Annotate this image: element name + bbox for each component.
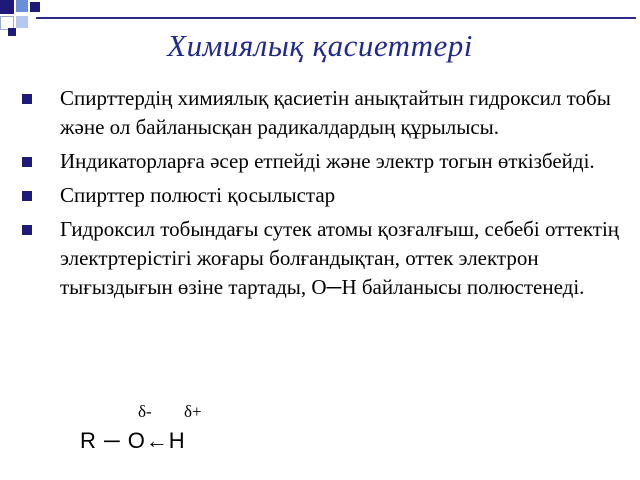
bullet-item	[22, 215, 622, 302]
bullet-text: Гидроксил тобындағы сутек атомы қозғалғыш, себебі оттектің электртерістігі жоғары болғандықтан, оттек электрон тығыздығын өзіне тартады, О─Н байланысы полюстенеді.	[60, 217, 620, 299]
bullet-square-icon	[22, 94, 32, 104]
corner-square-navy-2	[30, 2, 40, 12]
bullet-item	[22, 147, 622, 176]
bullet-square-icon	[22, 157, 32, 167]
slide-title: Химиялық қасиеттері	[167, 28, 473, 63]
corner-square-light	[16, 16, 28, 28]
bullet-item	[22, 84, 622, 142]
bullet-item	[22, 181, 622, 210]
bullet-text: Спирттердің химиялық қасиетін анықтайтын гидроксил тобы және ол байланысқан радикалдардың құрылысы.	[60, 86, 611, 139]
bullet-list	[22, 84, 622, 307]
bullet-text: Спирттер полюсті қосылыстар	[60, 183, 336, 207]
delta-minus-label: δ-	[138, 402, 152, 421]
bullet-text: Индикаторларға әсер етпейді және электр тогын өткізбейді.	[60, 149, 595, 173]
corner-square-navy	[0, 0, 14, 14]
bullet-square-icon	[22, 191, 32, 201]
polar-bond-formula: R ─ O←H	[80, 428, 186, 453]
corner-square-blue	[16, 0, 28, 12]
delta-plus-label: δ+	[184, 402, 202, 421]
title-divider-line	[36, 17, 636, 19]
bullet-square-icon	[22, 225, 32, 235]
